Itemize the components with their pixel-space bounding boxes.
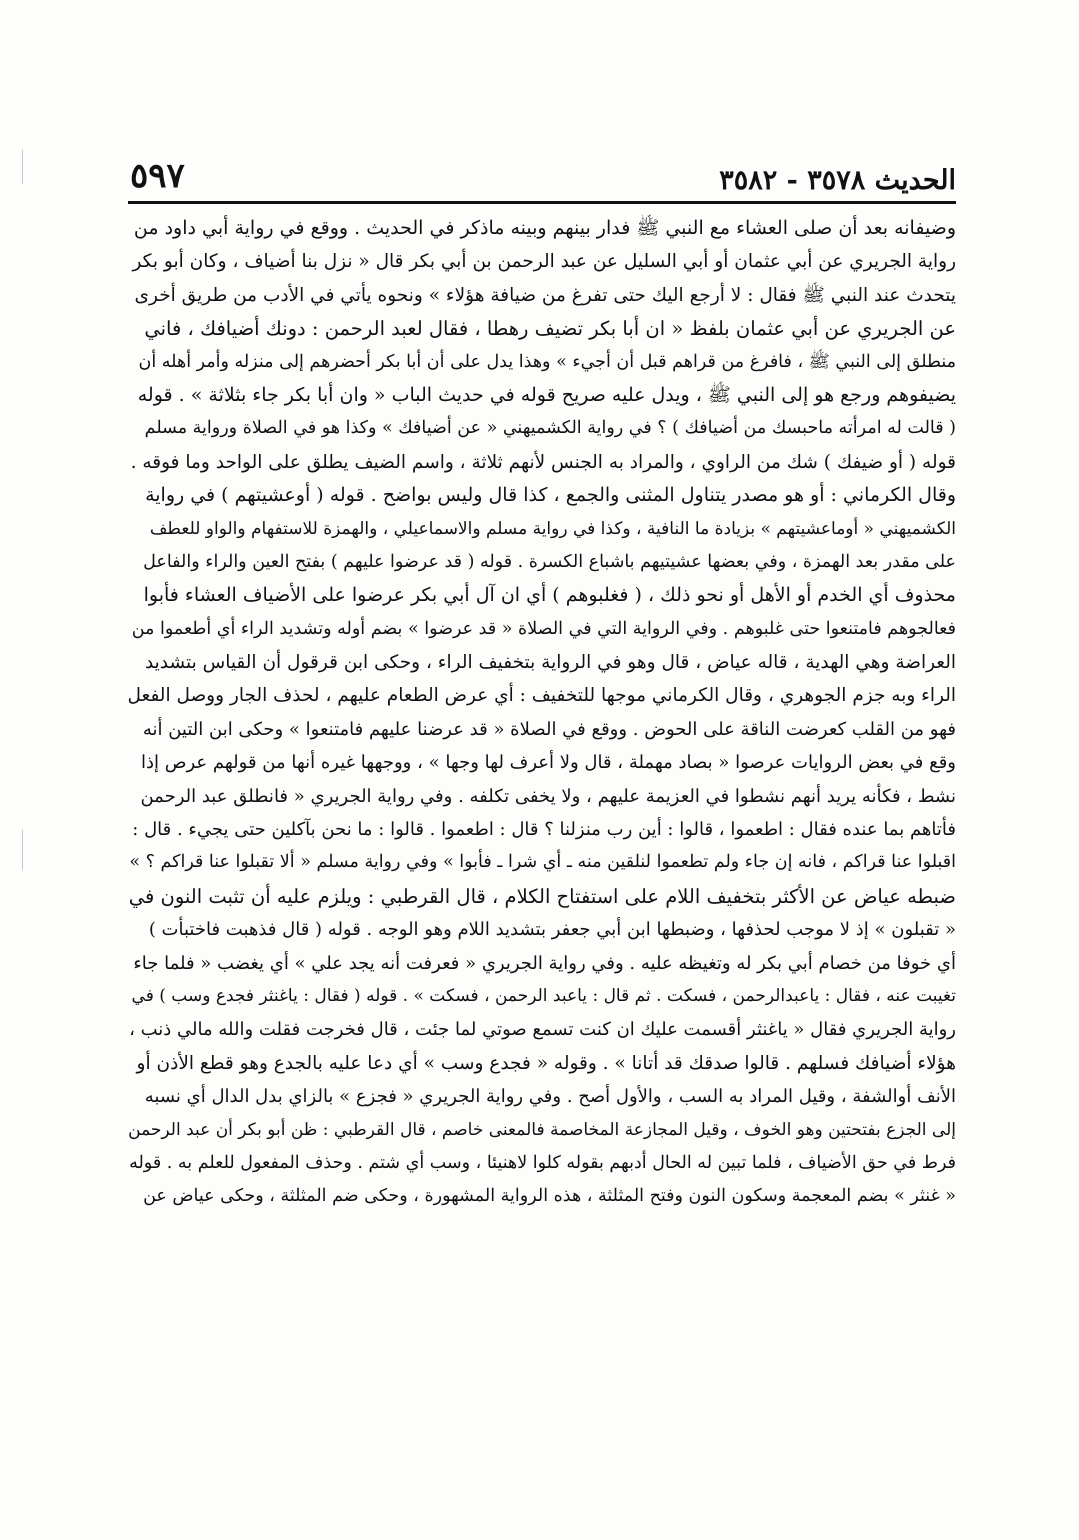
text-line: على مقدر بعد الهمزة ، وفي بعضها عشيتيهم باشباع الكسرة . قوله ( قد عرضوا عليهم ) بفتح العين والراء والفاعل: [143, 551, 956, 572]
text-line: أي خوفا من خصام أبي بكر له وتغيظه عليه . وفي رواية الجريري « فعرفت أنه يجد علي » أي يغضب « فلما جاء: [133, 952, 956, 974]
header-divider: [128, 201, 956, 204]
text-line: رواية الجريري عن أبي عثمان أو أبي السليل عن عبد الرحمن بن أبي بكر قال « نزل بنا أضياف ، وكان أبو بكر: [132, 251, 956, 273]
text-line: يتحدث عند النبي ﷺ فقال : لا أرجع اليك حتى تفرغ من ضيافة هؤلاء » ونحوه يأتي في الأدب من طريق أخرى: [134, 284, 956, 306]
page-number: ٥٩٧: [130, 156, 185, 196]
text-line: فهو من القلب كعرضت الناقة على الحوض . ووقع في الصلاة « قد عرضنا عليهم فامتنعوا » وحكى ابن التين أنه: [142, 718, 956, 740]
text-line: اقبلوا عنا قراكم ، فانه إن جاء ولم تطعموا لنلقين منه ـ أي شرا ـ فأبوا » وفي رواية مسلم « ألا تقبلوا عنا قراكم ؟ »: [129, 852, 956, 873]
text-line: فرط في حق الأضياف ، فلما تبين له الحال أدبهم بقوله كلوا لاهنيئا ، وسب أي شتم . وحذف المفعول للعلم به . قوله: [129, 1152, 956, 1173]
text-line: يضيفوهم ورجع هو إلى النبي ﷺ ، ويدل عليه صريح قوله في حديث الباب « وان أبا بكر جاء بثلاثة » . قوله: [137, 383, 956, 406]
text-line: الراء وبه جزم الجوهري ، وقال الكرماني موجها للتخفيف : أي عرض الطعام عليهم ، لحذف الجار ووصل الفعل: [128, 685, 956, 707]
text-line: منطلق إلى النبي ﷺ ، فافرغ من قراهم قبل أن أجيء » وهذا يدل على أن أبا بكر أحضرهم إلى منزله وأمر أهله أن: [138, 351, 956, 372]
text-line: محذوف أي الخدم أو الأهل أو نحو ذلك ، ( فغلبوهم ) أي ان آل أبي بكر عرضوا على الأضياف العشاء فأبوا: [143, 584, 956, 607]
text-line: الكشميهني « أوماعشيتهم » بزيادة ما النافية ، وكذا في رواية مسلم والاسماعيلي ، والهمزة للاستفهام والواو للعطف: [149, 518, 956, 539]
text-line: رواية الجريري فقال « ياغنثر أقسمت عليك ان كنت تسمع صوتي لما جئت ، قال فخرجت فقلت والله مالي ذنب ،: [129, 1019, 956, 1041]
running-header: [130, 150, 956, 196]
text-line: « غنثر » بضم المعجمة وسكون النون وفتح المثلثة ، هذه الرواية المشهورة ، وحكى ضم المثلثة ، وحكى عياض عن: [143, 1186, 956, 1207]
text-line: وقع في بعض الروايات عرصوا « بصاد مهملة ، قال ولا أعرف لها وجها » ، ووجهها غيره أنها من قولهم عرص إذا: [140, 752, 956, 774]
text-line: عن الجريري عن أبي عثمان بلفظ « ان أبا بكر تضيف رهطا ، فقال لعبد الرحمن : دونك أضيافك ، فاني: [144, 317, 956, 341]
text-line: « تقبلون » إذ لا موجب لحذفها ، وضبطها ابن أبي جعفر بتشديد اللام وهو الوجه . قوله ( قال فذهبت فاختبأت ): [148, 919, 956, 941]
text-line: فأتاهم بما عنده فقال : اطعموا ، قالوا : أين رب منزلنا ؟ قال : اطعموا . قالوا : ما نحن بآكلين حتى يجيء . قال :: [132, 819, 956, 841]
text-line: الأنف أوالشفة ، وقيل المراد به السب ، والأول أصح . وفي رواية الجريري « فجزع » بالزاي بدل الدال أي نسبه: [144, 1086, 956, 1108]
text-line: ( قالت له امرأته ماحبسك من أضيافك ) ؟ في رواية الكشميهني « عن أضيافك » وكذا هو في الصلاة ورواية مسلم: [144, 418, 956, 439]
text-line: وقال الكرماني : أو هو مصدر يتناول المثنى والجمع ، كذا قال وليس بواضح . قوله ( أوعشيتهم ) في رواية: [145, 484, 956, 507]
text-line: نشط ، فكأنه يريد أنهم نشطوا في العزيمة عليهم ، ولا يخفى تكلفه . وفي رواية الجريري « فانطلق عبد الرحمن: [140, 785, 956, 807]
scan-margin-mark: [22, 150, 23, 184]
text-line: تغيبت عنه ، فقال : ياعبدالرحمن ، فسكت . ثم قال : ياعبد الرحمن ، فسكت » . قوله ( فقال : ياغنثر فجدع وسب ) في: [131, 985, 956, 1006]
text-line: العراضة وهي الهدية ، قاله عياض ، قال وهو في الرواية بتخفيف الراء ، وحكى ابن قرقول أن القياس بتشديد: [144, 652, 956, 674]
scan-margin-mark: [22, 830, 23, 870]
text-line: هؤلاء أضيافك فسلهم . قالوا صدقك قد أتانا » . وقوله « فجدع وسب » أي دعا عليه بالجدع وهو قطع الأذن أو: [136, 1052, 956, 1074]
text-line: قوله ( أو ضيفك ) شك من الراوي ، والمراد به الجنس لأنهم ثلاثة ، واسم الضيف يطلق على الواحد وما فوقه .: [130, 451, 956, 473]
text-line: وضيفانه بعد أن صلى العشاء مع النبي ﷺ فدار بينهم وبينه ماذكر في الحديث . ووقع في رواية أبي داود من: [133, 217, 956, 239]
body-text: [128, 212, 956, 1214]
text-line: ضبطه عياض عن الأكثر بتخفيف اللام على استفتاح الكلام ، قال القرطبي : ويلزم عليه أن تثبت النون في: [128, 884, 956, 908]
header-title: الحديث ٣٥٧٨ - ٣٥٨٢: [719, 165, 956, 196]
text-line: إلى الجزع بفتحتين وهو الخوف ، وقيل المجازعة المخاصمة فالمعنى خاصم ، قال القرطبي : ظن أبو بكر أن عبد الرحمن: [128, 1119, 956, 1140]
text-line: فعالجوهم فامتنعوا حتى غلبوهم . وفي الرواية التي في الصلاة « قد عرضوا » بضم أوله وتشديد الراء أي أطعموا من: [131, 618, 956, 639]
